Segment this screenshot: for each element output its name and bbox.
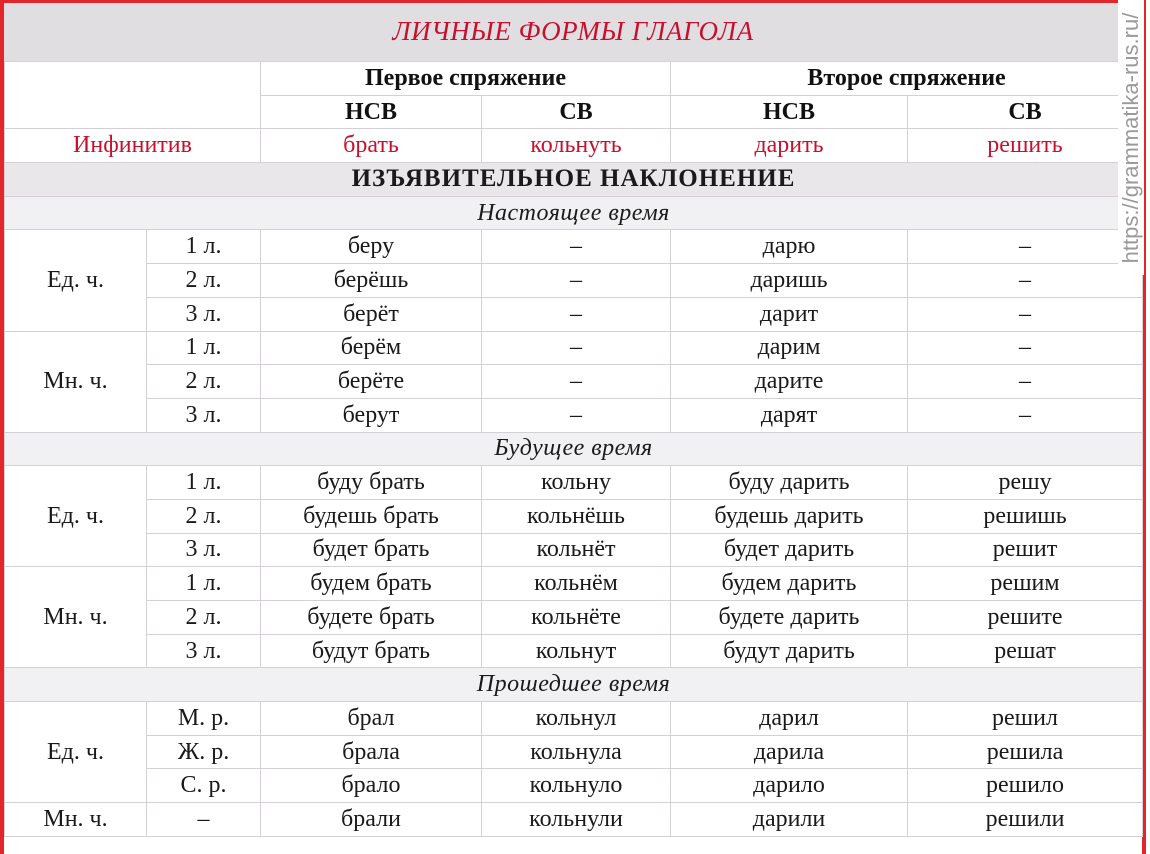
person-cell: 1 л. xyxy=(147,331,261,365)
person-cell: 2 л. xyxy=(147,264,261,298)
tense-title-future: Будущее время xyxy=(5,432,1143,466)
form-cell: – xyxy=(908,230,1143,264)
form-cell: решите xyxy=(908,601,1143,635)
group-label: Ед. ч. xyxy=(5,230,147,331)
form-cell: кольнул xyxy=(482,702,671,736)
tense-title-past: Прошедшее время xyxy=(5,668,1143,702)
form-cell: будешь дарить xyxy=(671,499,908,533)
form-cell: – xyxy=(908,297,1143,331)
infinitive-label: Инфинитив xyxy=(5,129,261,163)
infinitive-value: дарить xyxy=(671,129,908,163)
form-cell: решил xyxy=(908,702,1143,736)
table-row xyxy=(5,533,1143,567)
tense-title-present: Настоящее время xyxy=(5,196,1143,230)
form-cell: дарите xyxy=(671,365,908,399)
form-cell: решу xyxy=(908,466,1143,500)
page-title: ЛИЧНЫЕ ФОРМЫ ГЛАГОЛА xyxy=(392,16,754,46)
form-cell: решит xyxy=(908,533,1143,567)
form-cell: кольнула xyxy=(482,735,671,769)
person-cell: 1 л. xyxy=(147,567,261,601)
mood-row xyxy=(5,163,1143,197)
form-cell: кольнули xyxy=(482,803,671,837)
form-cell: кольнёте xyxy=(482,601,671,635)
form-cell: решила xyxy=(908,735,1143,769)
form-cell: кольнёшь xyxy=(482,499,671,533)
person-cell: Ж. р. xyxy=(147,735,261,769)
form-cell: брало xyxy=(261,769,482,803)
form-cell: будут брать xyxy=(261,634,482,668)
form-cell: – xyxy=(482,398,671,432)
header-sv-second: СВ xyxy=(908,95,1143,129)
person-cell: С. р. xyxy=(147,769,261,803)
infinitive-value: решить xyxy=(908,129,1143,163)
table-row xyxy=(5,769,1143,803)
form-cell: беру xyxy=(261,230,482,264)
form-cell: буду брать xyxy=(261,466,482,500)
table-row xyxy=(5,264,1143,298)
table-row xyxy=(5,702,1143,736)
form-cell: дарило xyxy=(671,769,908,803)
form-cell: будем дарить xyxy=(671,567,908,601)
form-cell: дарю xyxy=(671,230,908,264)
header-corner xyxy=(5,62,261,129)
form-cell: – xyxy=(908,331,1143,365)
header-nsv-second: НСВ xyxy=(671,95,908,129)
form-cell: брал xyxy=(261,702,482,736)
table-row xyxy=(5,634,1143,668)
table-row xyxy=(5,499,1143,533)
table-row xyxy=(5,398,1143,432)
form-cell: решим xyxy=(908,567,1143,601)
person-cell: М. р. xyxy=(147,702,261,736)
person-cell: 1 л. xyxy=(147,230,261,264)
form-cell: решишь xyxy=(908,499,1143,533)
form-cell: будет брать xyxy=(261,533,482,567)
form-cell: брала xyxy=(261,735,482,769)
form-cell: кольнёт xyxy=(482,533,671,567)
group-label: Мн. ч. xyxy=(5,803,147,837)
form-cell: дарил xyxy=(671,702,908,736)
form-cell: кольнуло xyxy=(482,769,671,803)
infinitive-value: кольнуть xyxy=(482,129,671,163)
table-row xyxy=(5,365,1143,399)
person-cell: 2 л. xyxy=(147,601,261,635)
form-cell: – xyxy=(908,398,1143,432)
form-cell: – xyxy=(482,297,671,331)
form-cell: брали xyxy=(261,803,482,837)
person-cell: 3 л. xyxy=(147,297,261,331)
table-row xyxy=(5,735,1143,769)
form-cell: – xyxy=(482,264,671,298)
table-row xyxy=(5,803,1143,837)
person-cell: 2 л. xyxy=(147,499,261,533)
group-label: Ед. ч. xyxy=(5,466,147,567)
form-cell: будете дарить xyxy=(671,601,908,635)
form-cell: берёт xyxy=(261,297,482,331)
table-row xyxy=(5,601,1143,635)
form-cell: – xyxy=(482,331,671,365)
form-cell: решили xyxy=(908,803,1143,837)
group-label: Мн. ч. xyxy=(5,331,147,432)
infinitive-row xyxy=(5,129,1143,163)
person-cell: – xyxy=(147,803,261,837)
table-row xyxy=(5,331,1143,365)
form-cell: кольнут xyxy=(482,634,671,668)
mood-title: ИЗЪЯВИТЕЛЬНОЕ НАКЛОНЕНИЕ xyxy=(5,163,1143,197)
form-cell: решат xyxy=(908,634,1143,668)
conjugation-table xyxy=(4,61,1143,837)
watermark xyxy=(1118,0,1144,275)
form-cell: дарят xyxy=(671,398,908,432)
form-cell: берёшь xyxy=(261,264,482,298)
form-cell: берём xyxy=(261,331,482,365)
form-cell: будет дарить xyxy=(671,533,908,567)
form-cell: – xyxy=(482,365,671,399)
watermark-text: https://grammatika-rus.ru/ xyxy=(1118,12,1143,263)
form-cell: дарит xyxy=(671,297,908,331)
person-cell: 3 л. xyxy=(147,533,261,567)
form-cell: буду дарить xyxy=(671,466,908,500)
header-first-conjugation: Первое спряжение xyxy=(261,62,671,96)
form-cell: кольнём xyxy=(482,567,671,601)
table-row xyxy=(5,466,1143,500)
person-cell: 2 л. xyxy=(147,365,261,399)
form-cell: будете брать xyxy=(261,601,482,635)
form-cell: кольну xyxy=(482,466,671,500)
form-cell: берёте xyxy=(261,365,482,399)
header-second-conjugation: Второе спряжение xyxy=(671,62,1143,96)
person-cell: 3 л. xyxy=(147,398,261,432)
group-label: Ед. ч. xyxy=(5,702,147,803)
form-cell: дарили xyxy=(671,803,908,837)
table-row xyxy=(5,297,1143,331)
form-cell: – xyxy=(908,365,1143,399)
form-cell: будут дарить xyxy=(671,634,908,668)
header-sv-first: СВ xyxy=(482,95,671,129)
person-cell: 3 л. xyxy=(147,634,261,668)
header-row-conjugation xyxy=(5,62,1143,96)
form-cell: будешь брать xyxy=(261,499,482,533)
form-cell: будем брать xyxy=(261,567,482,601)
person-cell: 1 л. xyxy=(147,466,261,500)
form-cell: дарила xyxy=(671,735,908,769)
tense-row-present xyxy=(5,196,1143,230)
form-cell: решило xyxy=(908,769,1143,803)
form-cell: берут xyxy=(261,398,482,432)
form-cell: – xyxy=(482,230,671,264)
tense-row-past xyxy=(5,668,1143,702)
infinitive-value: брать xyxy=(261,129,482,163)
tense-row-future xyxy=(5,432,1143,466)
table-row xyxy=(5,230,1143,264)
form-cell: дарим xyxy=(671,331,908,365)
form-cell: – xyxy=(908,264,1143,298)
header-nsv-first: НСВ xyxy=(261,95,482,129)
form-cell: даришь xyxy=(671,264,908,298)
table-row xyxy=(5,567,1143,601)
group-label: Мн. ч. xyxy=(5,567,147,668)
